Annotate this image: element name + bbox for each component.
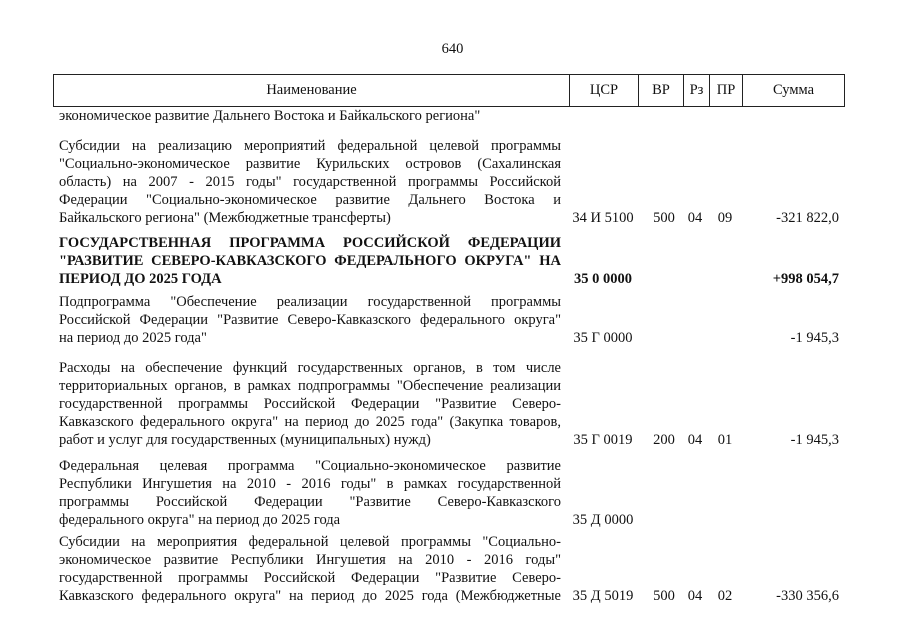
- row-pr: 09: [717, 210, 733, 226]
- row-name-line: Байкальского региона" (Межбюджетные трансферты): [59, 210, 391, 226]
- row-name-line: Федеральная целевая программа "Социально-экономическое развитие: [59, 458, 561, 474]
- header-pr: ПР: [710, 75, 743, 106]
- row-name-line: Субсидии на реализацию мероприятий федеральной целевой программы: [59, 138, 561, 154]
- row-name-line: Республики Ингушетия на 2010 - 2016 годы" в рамках государственной: [59, 476, 561, 492]
- row-rz: 04: [687, 210, 703, 226]
- row-vr: 500: [653, 588, 675, 604]
- header-sum: Сумма: [772, 82, 815, 98]
- header-vr: ВР: [639, 75, 684, 106]
- row-name-line: Федерации "Социально-экономическое развитие Дальнего Востока и: [59, 192, 561, 208]
- header-csr: ЦСР: [570, 75, 639, 106]
- row-name-line: на период до 2025 года": [59, 330, 207, 346]
- row-name-line: экономическое развитие Дальнего Востока и Байкальского региона": [59, 108, 481, 124]
- row-name-line: Подпрограмма "Обеспечение реализации государственной программы: [59, 294, 561, 310]
- row-name-line: Российской Федерации "Развитие Северо-Кавказского федерального округа": [59, 312, 561, 328]
- row-name-line: Кавказского федерального округа" на период до 2025 года (Межбюджетные: [59, 588, 561, 604]
- row-name-line: экономическое развитие Республики Ингушетия на 2010 - 2016 годы": [59, 552, 561, 568]
- row-name: [59, 293, 561, 347]
- row-name-line: "РАЗВИТИЕ СЕВЕРО-КАВКАЗСКОГО ФЕДЕРАЛЬНОГО ОКРУГА" НА: [59, 253, 561, 269]
- header-rz: Рз: [684, 75, 710, 106]
- row-name-line: программы Российской Федерации "Развитие Северо-Кавказского: [59, 494, 561, 510]
- row-name: [59, 457, 561, 529]
- row-name-line: работ и услуг для государственных (муниципальных) нужд): [59, 432, 431, 448]
- row-csr: 34 И 5100: [572, 210, 634, 226]
- row-sum: -1 945,3: [790, 330, 839, 346]
- row-name-line: Кавказского федерального округа" на период до 2025 года" (Закупка товаров,: [59, 414, 561, 430]
- row-name-line: "Социально-экономическое развитие Курильских островов (Сахалинская: [59, 156, 561, 172]
- row-name: [59, 137, 561, 227]
- row-name: [59, 107, 561, 125]
- row-pr: 02: [717, 588, 733, 604]
- table-header: [53, 74, 845, 107]
- row-csr: 35 Г 0000: [573, 330, 633, 346]
- row-csr: 35 Д 0000: [572, 512, 634, 528]
- row-name-line: федерального округа" на период до 2025 года: [59, 512, 341, 528]
- row-name-line: Расходы на обеспечение функций государственных органов, в том числе: [59, 360, 561, 376]
- row-name-line: ГОСУДАРСТВЕННАЯ ПРОГРАММА РОССИЙСКОЙ ФЕДЕРАЦИИ: [59, 235, 561, 251]
- row-name: [59, 234, 561, 288]
- row-csr: 35 0 0000: [574, 271, 632, 287]
- row-name-line: ПЕРИОД ДО 2025 ГОДА: [59, 271, 222, 287]
- row-name: [59, 359, 561, 449]
- row-csr: 35 Д 5019: [572, 588, 634, 604]
- row-csr: 35 Г 0019: [573, 432, 633, 448]
- row-vr: 200: [653, 432, 675, 448]
- row-vr: 500: [653, 210, 675, 226]
- row-sum: -1 945,3: [790, 432, 839, 448]
- page-number: 640: [441, 41, 464, 57]
- row-sum: +998 054,7: [772, 271, 839, 287]
- row-name-line: Субсидии на мероприятия федеральной целевой программы "Социально-: [59, 534, 561, 550]
- header-name: Наименование: [54, 75, 570, 106]
- row-name-line: территориальных органов, в рамках подпрограммы "Обеспечение реализации: [59, 378, 561, 394]
- row-rz: 04: [687, 432, 703, 448]
- row-pr: 01: [717, 432, 733, 448]
- row-sum: -321 822,0: [776, 210, 839, 226]
- row-name-line: государственной программы Российской Федерации "Развитие Северо-: [59, 570, 561, 586]
- row-rz: 04: [687, 588, 703, 604]
- row-name-line: область) на 2007 - 2015 годы" государственной программы Российской: [59, 174, 561, 190]
- row-sum: -330 356,6: [776, 588, 839, 604]
- row-name-line: государственной программы Российской Федерации "Развитие Северо-: [59, 396, 561, 412]
- row-name: [59, 533, 561, 605]
